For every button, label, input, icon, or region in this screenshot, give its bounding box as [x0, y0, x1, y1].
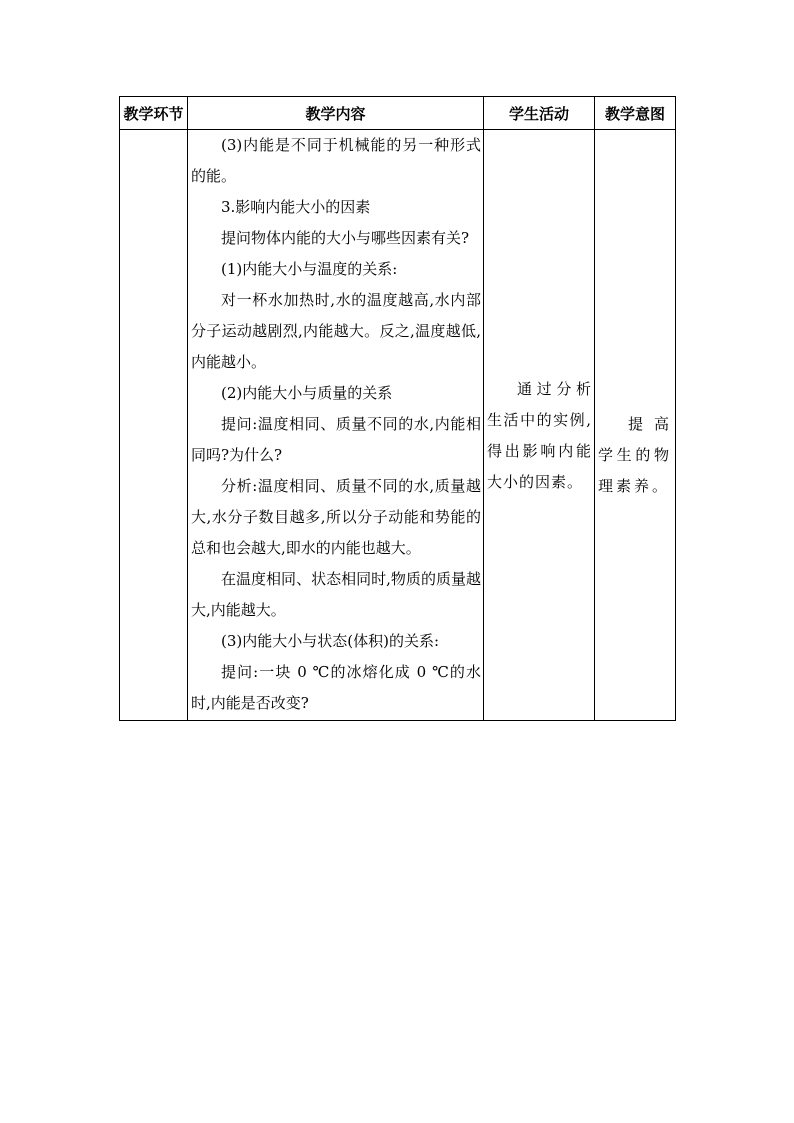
content-paragraph: 提问:温度相同、质量不同的水,内能相同吗?为什么? — [191, 415, 481, 464]
content-paragraph: 在温度相同、状态相同时,物质的质量越大,内能越大。 — [191, 570, 481, 619]
table-row — [120, 130, 676, 721]
table-header-row — [120, 97, 676, 130]
content-paragraph: 分析:温度相同、质量不同的水,质量越大,水分子数目越多,所以分子动能和势能的总和也会越大,即水的内能也越大。 — [191, 477, 481, 557]
content-paragraph: 提问物体内能的大小与哪些因素有关? — [221, 229, 470, 247]
header-teaching-content: 教学内容 — [188, 97, 484, 130]
teaching-intent-text: 提高学生的物理素养。 — [598, 414, 672, 495]
teaching-content-cell — [188, 130, 484, 721]
student-activity-cell — [484, 130, 595, 721]
student-activity-text: 通过分析生活中的实例,得出影响内能大小的因素。 — [487, 380, 592, 491]
teaching-stage-cell — [120, 130, 188, 721]
content-paragraph: (3)内能大小与状态(体积)的关系: — [221, 632, 440, 650]
content-paragraph: 提问:一块 0 ℃的冰熔化成 0 ℃的水时,内能是否改变? — [191, 663, 481, 712]
teaching-intent-cell — [595, 130, 676, 721]
header-teaching-stage: 教学环节 — [120, 97, 188, 130]
header-student-activity: 学生活动 — [484, 97, 595, 130]
lesson-plan-table — [119, 96, 676, 721]
content-paragraph: 3.影响内能大小的因素 — [221, 198, 371, 216]
header-teaching-intent: 教学意图 — [595, 97, 676, 130]
content-paragraph: (1)内能大小与温度的关系: — [221, 260, 398, 278]
content-paragraph: (3)内能是不同于机械能的另一种形式的能。 — [191, 136, 481, 185]
content-paragraph: (2)内能大小与质量的关系 — [221, 384, 393, 402]
content-paragraph: 对一杯水加热时,水的温度越高,水内部分子运动越剧烈,内能越大。反之,温度越低,内能越小。 — [191, 291, 481, 371]
